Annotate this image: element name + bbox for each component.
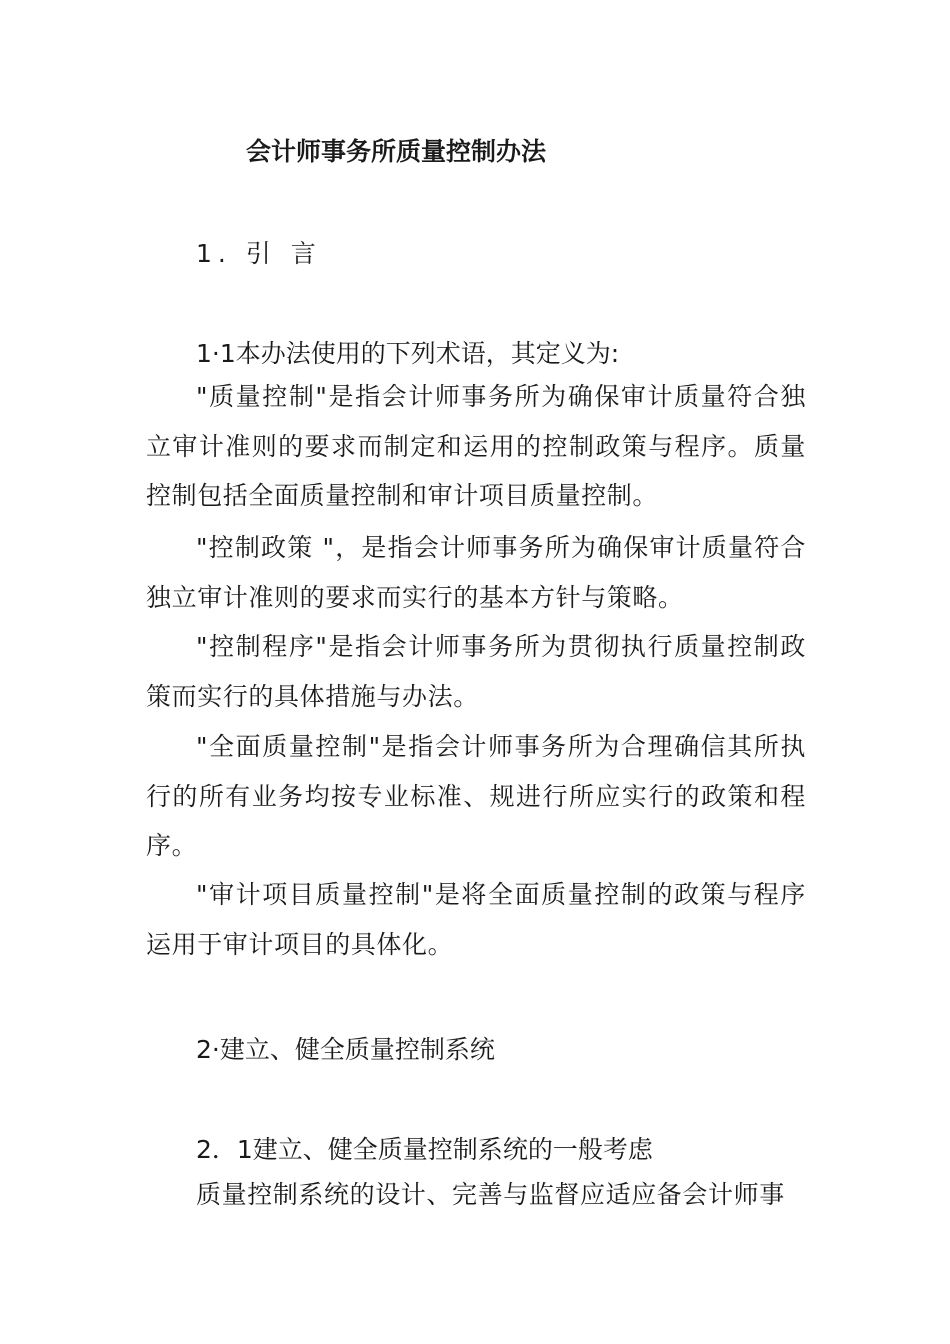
section-2-1-heading: 2．1建立、健全质量控制系统的一般考虑 — [196, 1135, 653, 1164]
document-title: 会计师事务所质量控制办法 — [246, 137, 547, 166]
paragraph-overall-quality-control-definition: "全面质量控制"是指会计师事务所为合理确信其所执行的所有业务均按专业标准、规进行所应实行的政策和程序。 — [146, 732, 806, 860]
section-1-heading: 1. 引 言 — [196, 239, 322, 268]
paragraph-quality-control-definition: "质量控制"是指会计师事务所为确保审计质量符合独立审计准则的要求而制定和运用的控制政策与程序。质量控制包括全面质量控制和审计项目质量控制。 — [146, 382, 806, 510]
paragraph-control-procedure-definition: "控制程序"是指会计师事务所为贯彻执行质量控制政策而实行的具体措施与办法。 — [146, 632, 806, 711]
section-1-1-heading: 1·1本办法使用的下列术语，其定义为: — [196, 339, 620, 368]
paragraph-section-2-1-text: 质量控制系统的设计、完善与监督应适应备会计师事 — [196, 1180, 785, 1209]
section-2-heading: 2·建立、健全质量控制系统 — [196, 1035, 495, 1064]
paragraph-audit-project-quality-control-definition: "审计项目质量控制"是将全面质量控制的政策与程序运用于审计项目的具体化。 — [146, 880, 806, 959]
paragraph-control-policy-definition: "控制政策 "，是指会计师事务所为确保审计质量符合独立审计准则的要求而实行的基本方针与策略。 — [146, 533, 806, 612]
